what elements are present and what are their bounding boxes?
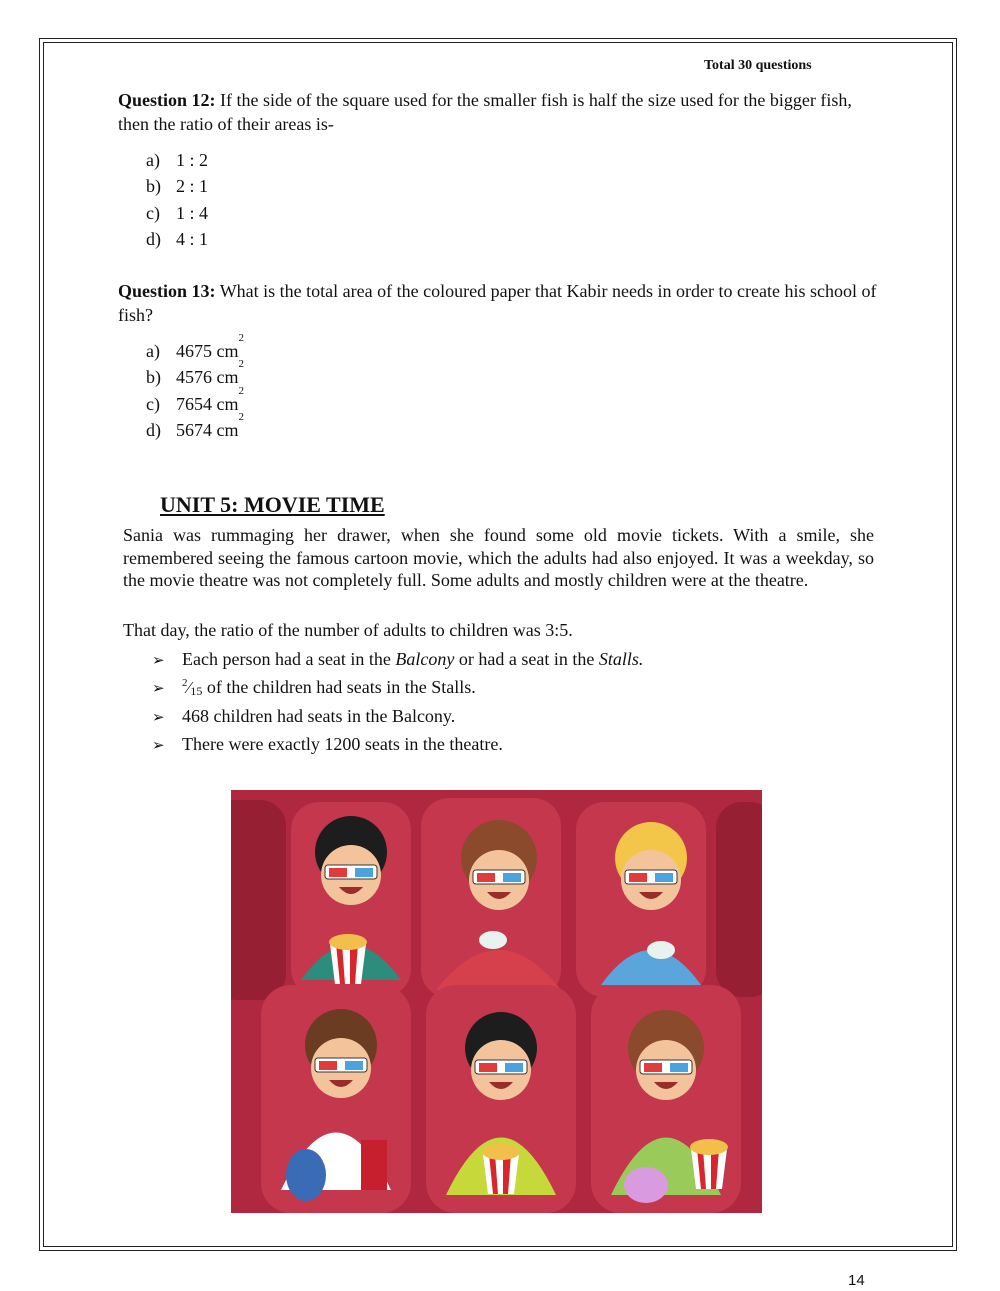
fraction: $^2$⁄15 <box>182 677 203 698</box>
option-item[interactable]: c) 7654 cm 2 <box>146 384 244 414</box>
question-12-label: Question 12: <box>118 90 216 110</box>
question-13-text: What is the total area of the coloured paper that Kabir needs in order to create his school of fish? <box>118 281 877 325</box>
bullet-total-seats: ➢ There were exactly 1200 seats in the theatre. <box>152 734 503 754</box>
bullet-arrow-icon: ➢ <box>152 710 165 726</box>
option-item[interactable]: b) 4576 cm 2 <box>146 358 244 388</box>
bullet-arrow-icon: ➢ <box>152 681 165 697</box>
bullet-stalls-fraction: ➢ $^2$⁄15 of the children had seats in the Stalls. <box>152 677 476 698</box>
bullet-arrow-icon: ➢ <box>152 738 165 754</box>
bullet-seating: ➢ Each person had a seat in the Balcony or had a seat in the Stalls. <box>152 649 644 669</box>
option-item[interactable]: d) 5674 cm 2 <box>146 410 244 440</box>
option-item[interactable]: d) 4 : 1 <box>146 228 209 249</box>
total-questions-note: Total 30 questions <box>704 58 812 73</box>
option-item[interactable]: c) 1 : 4 <box>146 202 209 223</box>
page-number: 14 <box>848 1272 865 1289</box>
question-13-label: Question 13: <box>118 281 216 301</box>
question-12-options <box>146 147 208 252</box>
option-item[interactable]: b) 2 : 1 <box>146 176 209 197</box>
bullet-balcony-children: ➢ 468 children had seats in the Balcony. <box>152 706 456 726</box>
question-12-text: If the side of the square used for the smaller fish is half the size used for the bigger fish, then the ratio of their areas is- <box>118 90 852 134</box>
question-13-options <box>146 332 244 443</box>
question-12 <box>118 88 878 136</box>
unit-title: UNIT 5: MOVIE TIME <box>160 492 385 517</box>
question-13 <box>118 279 878 327</box>
unit-paragraph: Sania was rummaging her drawer, when she found some old movie tickets. With a smile, she remembered seeing the famous cartoon movie, which the adults had also enjoyed. It was a weekday, so the movie theatre was not completely full. Some adults and mostly children were at the theatre. <box>123 525 874 590</box>
ratio-line: That day, the ratio of the number of adults to children was 3:5. <box>123 620 573 640</box>
cinema-children-illustration <box>231 790 762 1213</box>
bullet-arrow-icon: ➢ <box>152 653 165 669</box>
option-item[interactable]: a) 4675 cm 2 <box>146 332 244 361</box>
option-item[interactable]: a) 1 : 2 <box>146 150 209 170</box>
